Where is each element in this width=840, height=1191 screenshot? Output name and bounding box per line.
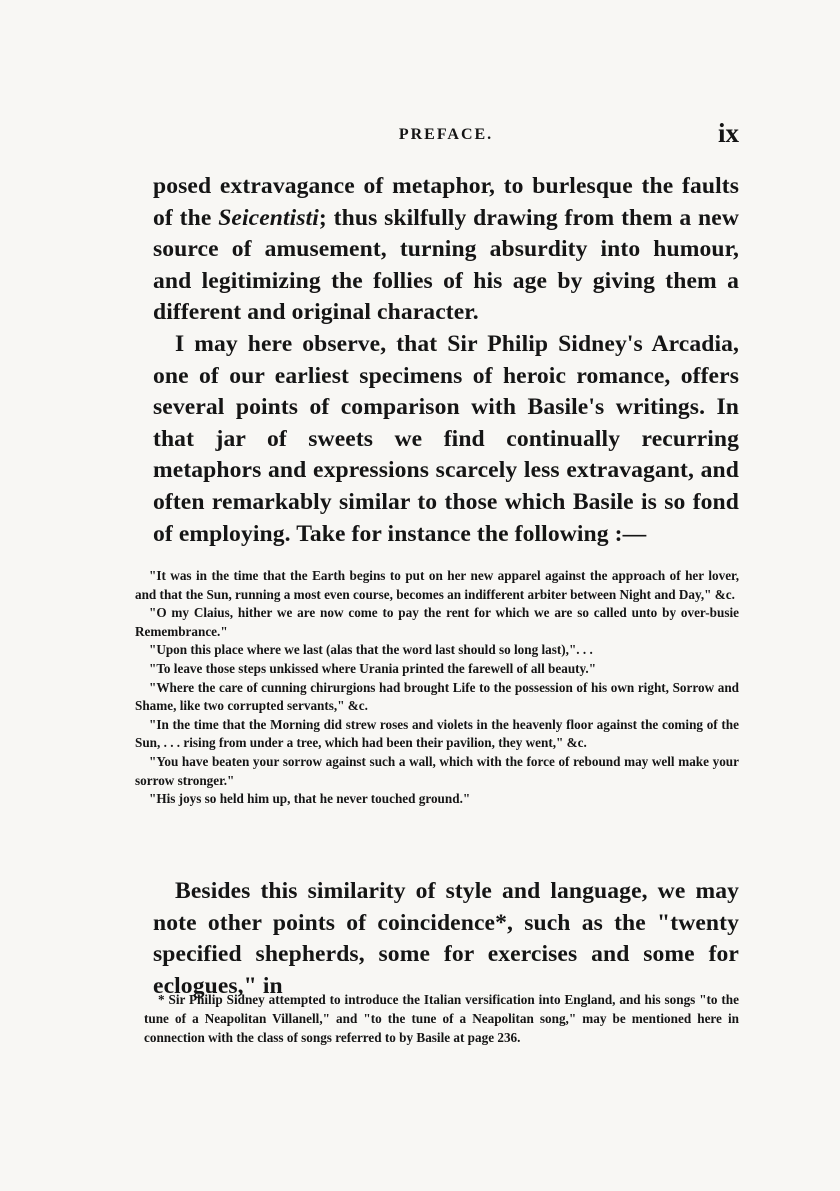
quotation: "You have beaten your sorrow against such a wall, which with the force of rebound may well make your sorrow stronger." [135,753,739,788]
italic-term: Seicentisti [218,204,319,231]
quotation: "O my Claius, hither we are now come to pay the rent for which we are so called unto by over-busie Remembrance." [135,605,739,639]
footnote [144,990,739,1048]
main-text-upper [153,171,739,550]
main-text-lower [153,876,739,1002]
quotation: "It was in the time that the Earth begins to put on her new apparel against the approach of her lover, and that the Sun, running a most even course, becomes an indifferent arbiter between Night and Day," &c. [135,568,739,602]
quotation: "Where the care of cunning chirurgions had brought Life to the possession of his own right, Sorrow and Shame, like two corrupted servants," &c. [135,679,739,714]
quotation: "Upon this place where we last (alas that the word last should so long last),". . . [149,642,593,658]
paragraph-text: ; thus skilfully drawing from them a new source of amusement, turning absurdity into humour, and legitimizing the follies of his age by giving them a different and original character. [153,204,739,326]
quotation-list [135,567,739,809]
page-header [153,118,739,154]
running-title: PREFACE. [398,126,494,143]
paragraph-text: posed extravagance of metaphor, to burlesque the faults of the [153,173,739,231]
footnote-text: * Sir Philip Sidney attempted to introduce the Italian versification into England, and his songs "to the tune of a Neapolitan Villanell," and "to the tune of a Neapolitan song," may be mentioned here in connection with the class of songs referred to by Basile at page 236. [144,992,739,1046]
quotation: "His joys so held him up, that he never touched ground." [149,791,471,807]
quotation: "To leave those steps unkissed where Urania printed the farewell of all beauty." [149,660,597,676]
paragraph-arcadia: I may here observe, that Sir Philip Sidney's Arcadia, one of our earliest specimens of heroic romance, offers several points of comparison with Basile's writings. In that jar of sweets we find continually recurring metaphors and expressions scarcely less extravagant, and often remarkably similar to those which Basile is so fond of employing. Take for instance the following :— [153,330,739,547]
page-number: ix [717,118,739,148]
quotation: "In the time that the Morning did strew roses and violets in the heavenly floor against the coming of the Sun, . . . rising from under a tree, which had been their pavilion, they went," &c. [135,716,739,751]
paragraph-continued [153,171,739,329]
paragraph-similarity: Besides this similarity of style and language, we may note other points of coincidence*, such as the "twenty specified shepherds, some for exercises and some for eclogues," in [153,878,739,999]
